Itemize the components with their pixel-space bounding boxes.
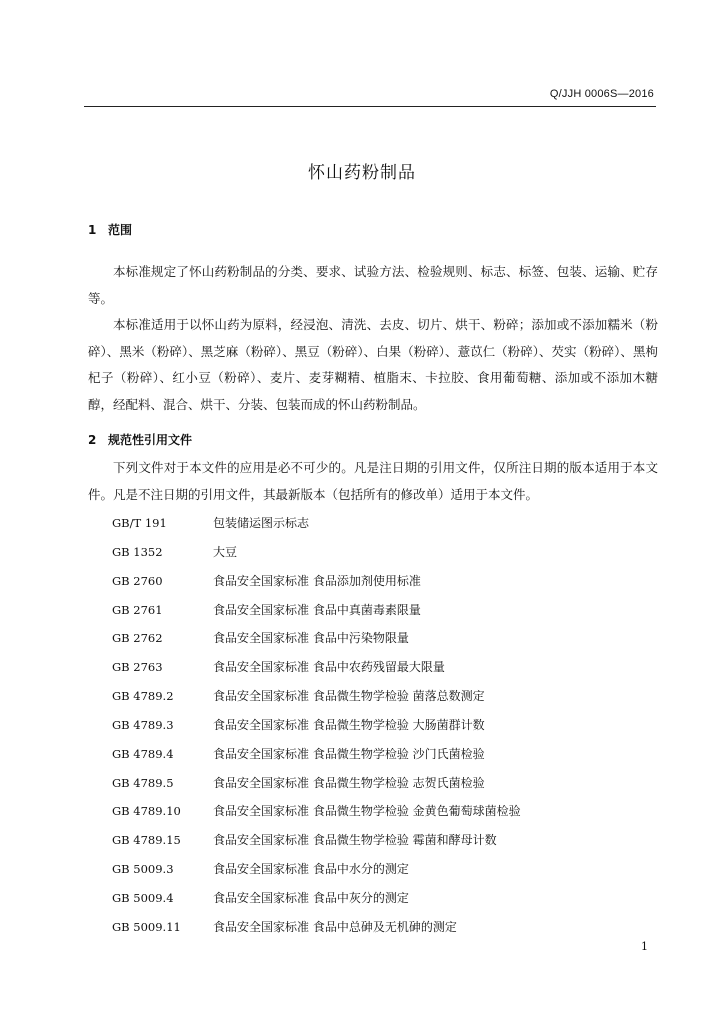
reference-code: GB 5009.4 [112,890,174,905]
reference-code: GB 2762 [112,631,163,646]
reference-title: 食品安全国家标准 食品中农药残留最大限量 [213,660,445,675]
section-title: 规范性引用文件 [108,433,193,447]
reference-code: GB/T 191 [112,516,167,530]
reference-title: 食品安全国家标准 食品中总砷及无机砷的测定 [213,919,457,934]
reference-title: 食品安全国家标准 食品微生物学检验 沙门氏菌检验 [213,746,485,761]
reference-list [112,509,672,942]
section-title: 范围 [108,223,133,237]
reference-row [112,682,672,711]
reference-row [112,855,672,884]
reference-code: GB 5009.11 [112,919,181,934]
reference-title: 食品安全国家标准 食品微生物学检验 菌落总数测定 [213,689,485,704]
reference-code: GB 2761 [112,602,163,617]
section-number: 2 [88,433,97,447]
reference-row [112,884,672,913]
reference-code: GB 2760 [112,573,163,588]
reference-title: 食品安全国家标准 食品微生物学检验 金黄色葡萄球菌检验 [213,804,521,819]
reference-title: 食品安全国家标准 食品中污染物限量 [213,631,409,646]
reference-code: GB 4789.15 [112,833,181,848]
page-number: 1 [641,940,648,953]
reference-title: 食品安全国家标准 食品中水分的测定 [213,862,409,877]
reference-row [112,797,672,826]
header-rule [84,106,656,107]
reference-title: 食品安全国家标准 食品微生物学检验 霉菌和酵母计数 [213,833,497,848]
reference-code: GB 1352 [112,544,163,559]
standard-code: Q/JJH 0006S—2016 [549,88,654,100]
reference-title: 食品安全国家标准 食品微生物学检验 志贺氏菌检验 [213,775,485,790]
reference-row [112,538,672,567]
section-1-paragraph-1: 本标准规定了怀山药粉制品的分类、要求、试验方法、检验规则、标志、标签、包装、运输、贮存等。 [88,264,658,306]
section-2-heading [88,431,192,448]
reference-row [112,624,672,653]
reference-row [112,711,672,740]
reference-title: 大豆 [213,544,238,559]
section-number: 1 [88,223,97,237]
reference-row [112,913,672,942]
reference-code: GB 4789.4 [112,746,174,761]
reference-row [112,769,672,798]
section-2-paragraph-1: 下列文件对于本文件的应用是必不可少的。凡是注日期的引用文件，仅所注日期的版本适用于本文件。凡是不注日期的引用文件，其最新版本（包括所有的修改单）适用于本文件。 [88,460,658,502]
reference-row [112,567,672,596]
reference-row [112,596,672,625]
reference-title: 食品安全国家标准 食品添加剂使用标准 [213,573,421,588]
reference-code: GB 4789.3 [112,717,174,732]
reference-code: GB 4789.5 [112,775,174,790]
document-title: 怀山药粉制品 [308,163,416,183]
reference-title: 食品安全国家标准 食品中真菌毒素限量 [213,602,421,617]
reference-code: GB 5009.3 [112,862,174,877]
reference-title: 食品安全国家标准 食品中灰分的测定 [213,890,409,905]
reference-row [112,509,672,538]
reference-title: 食品安全国家标准 食品微生物学检验 大肠菌群计数 [213,717,485,732]
reference-row [112,740,672,769]
reference-code: GB 4789.2 [112,689,174,704]
reference-title: 包装储运图示标志 [213,516,310,530]
reference-row [112,826,672,855]
reference-code: GB 2763 [112,660,163,675]
section-1-heading [88,221,132,238]
reference-code: GB 4789.10 [112,804,181,819]
section-1-paragraph-2: 本标准适用于以怀山药为原料，经浸泡、清洗、去皮、切片、烘干、粉碎；添加或不添加糯米（粉碎）、黑米（粉碎）、黑芝麻（粉碎）、黑豆（粉碎）、白果（粉碎）、薏苡仁（粉碎）、芡实（粉碎）、黑枸杞子（粉碎）、红小豆（粉碎）、麦片、麦芽糊精、植脂末、卡拉胶、食用葡萄糖、添加或不添加木糖醇，经配料、混合、烘干、分装、包装而成的怀山药粉制品。 [88,317,658,412]
reference-row [112,653,672,682]
